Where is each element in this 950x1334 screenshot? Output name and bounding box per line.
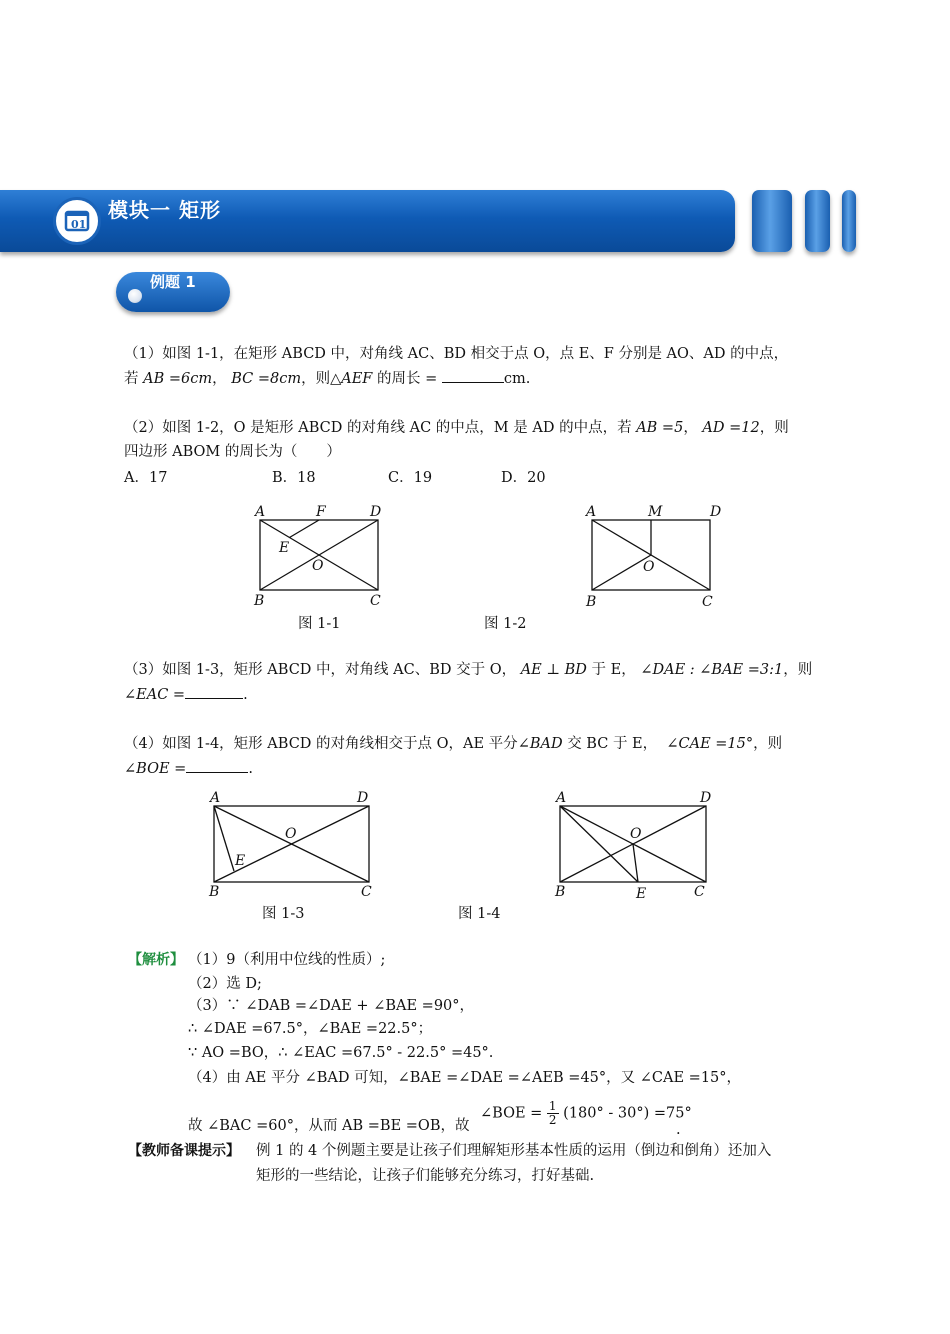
example-label: 例题 1 — [150, 273, 196, 291]
option-b: B．18 — [272, 470, 316, 486]
problem-3-line-2: ∠EAC = . — [124, 684, 248, 705]
label-o: O — [312, 558, 324, 574]
boe-label: ∠BOE = — [480, 1105, 543, 1122]
p3-at: 于 E， — [586, 662, 636, 678]
p4-text: （4）如图 1-4，矩形 ABCD 的对角线相交于点 O，AE 平分 — [124, 736, 518, 752]
caption-1-2: 图 1-2 — [484, 616, 527, 632]
label-f: F — [316, 504, 326, 520]
label-d: D — [710, 504, 722, 520]
label-d: D — [370, 504, 382, 520]
label-o: O — [630, 826, 642, 842]
p4-bad: ∠BAD — [517, 736, 563, 752]
label-m: M — [648, 504, 663, 520]
label-a: A — [210, 790, 221, 806]
solution-4a: （4）由 AE 平分 ∠BAD 可知，∠BAE =∠DAE =∠AEB =45°，又 ∠CAE =15°， — [188, 1070, 742, 1086]
problem-1-line-1: （1）如图 1-1，在矩形 ABCD 中，对角线 AC、BD 相交于点 O，点 E、F 分别是 AO、AD 的中点， — [124, 346, 789, 362]
decor-bar-2 — [805, 190, 830, 252]
fraction-half — [547, 1100, 559, 1127]
p4-cae: ∠CAE =15° — [666, 736, 754, 752]
label-o: O — [285, 826, 297, 842]
label-a: A — [586, 504, 597, 520]
teacher-line-1: 例 1 的 4 个例题主要是让孩子们理解矩形基本性质的运用（倒边和倒角）还加入 — [256, 1143, 772, 1159]
p1-mid: ，则△ — [301, 371, 342, 387]
label-e: E — [235, 853, 246, 869]
answer-blank — [442, 368, 504, 383]
p2-then: ，则 — [759, 420, 789, 436]
decor-bar-1 — [752, 190, 792, 252]
figure-1-4 — [550, 788, 725, 903]
label-e: E — [636, 886, 647, 902]
solution-2: （2）选 D; — [188, 976, 262, 992]
p3-then: ，则 — [783, 662, 813, 678]
label-e: E — [279, 540, 290, 556]
segment-oe — [633, 844, 638, 882]
svg-text:01: 01 — [71, 218, 87, 231]
label-b: B — [586, 594, 597, 610]
segment-ae — [214, 806, 234, 871]
p1-aef: AEF — [341, 371, 373, 387]
p2-ab: AB =5 — [636, 420, 684, 436]
frac-den: 2 — [548, 1113, 557, 1127]
p4-cross: 交 BC 于 E， — [562, 736, 658, 752]
label-o: O — [643, 559, 655, 575]
problem-4-line-2: ∠BOE = . — [124, 758, 253, 779]
p1-ab: AB =6cm — [143, 371, 213, 387]
label-c: C — [694, 884, 705, 900]
decor-bar-3 — [842, 190, 856, 252]
p2-text: （2）如图 1-2，O 是矩形 ABCD 的对角线 AC 的中点，M 是 AD 的中点，若 — [124, 420, 632, 436]
solution-3c: ∵ AO =BO，∴ ∠EAC =67.5° - 22.5° =45°. — [188, 1045, 494, 1061]
option-d: D．20 — [501, 470, 546, 486]
label-c: C — [702, 594, 713, 610]
p1-bc: BC =8cm — [231, 371, 302, 387]
answer-blank — [186, 758, 248, 773]
solution-1: （1）9（利用中位线的性质）; — [188, 952, 386, 968]
label-d: D — [700, 790, 712, 806]
solution-tag: 【解析】 — [128, 952, 184, 968]
p4-boe: ∠BOE = — [124, 761, 187, 777]
problem-4-line-1 — [124, 734, 782, 754]
solution-3a: （3）∵ ∠DAB =∠DAE + ∠BAE =90°， — [188, 998, 475, 1014]
problem-3-line-1 — [124, 660, 812, 680]
segment-ae — [560, 806, 638, 882]
document-icon — [53, 197, 101, 245]
figure-1-1 — [248, 500, 398, 610]
label-c: C — [370, 593, 381, 609]
p3-eac: ∠EAC = — [124, 687, 186, 703]
teacher-tag: 【教师备课提示】 — [128, 1143, 240, 1159]
p4-then: ，则 — [753, 736, 783, 752]
boe-calc: (180° - 30°) =75° — [563, 1105, 692, 1122]
module-title: 模块一 矩形 — [108, 198, 221, 222]
p1-unit: cm. — [503, 371, 531, 387]
solution-4b-end: . — [676, 1122, 681, 1138]
label-a: A — [255, 504, 266, 520]
solution-4b-prefix: 故 ∠BAC =60°，从而 AB =BE =OB，故 — [188, 1118, 470, 1134]
p2-ad: AD =12 — [702, 420, 760, 436]
caption-1-3: 图 1-3 — [262, 906, 305, 922]
bullet-icon — [128, 289, 142, 303]
label-c: C — [361, 884, 372, 900]
problem-2-line-1: （2）如图 1-2，O 是矩形 ABCD 的对角线 AC 的中点，M 是 AD 的中点，若 AB =5， AD =12，则 — [124, 420, 789, 436]
caption-1-1: 图 1-1 — [298, 616, 341, 632]
p1-perimeter: 的周长 = — [372, 371, 442, 387]
answer-blank — [185, 684, 243, 699]
figure-1-3 — [202, 788, 387, 903]
teacher-line-2: 矩形的一些结论，让孩子们能够充分练习，打好基础. — [256, 1168, 595, 1184]
problem-2-line-2: 四边形 ABOM 的周长为（ ） — [124, 444, 341, 460]
frac-num: 1 — [548, 1099, 557, 1113]
label-d: D — [357, 790, 369, 806]
p3-text: （3）如图 1-3，矩形 ABCD 中，对角线 AC、BD 交于 O， — [124, 662, 517, 678]
label-b: B — [254, 593, 265, 609]
document-icon-graphic — [56, 200, 98, 242]
caption-1-4: 图 1-4 — [458, 906, 501, 922]
label-b: B — [209, 884, 220, 900]
p3-perp: AE ⊥ BD — [520, 662, 587, 678]
figure-1-2 — [578, 500, 728, 610]
label-a: A — [556, 790, 567, 806]
option-a: A．17 — [124, 470, 168, 486]
p1-prefix: 若 — [124, 371, 144, 387]
segment-ef — [290, 520, 320, 538]
option-c: C．19 — [388, 470, 433, 486]
solution-4b-formula — [480, 1100, 692, 1127]
label-b: B — [555, 884, 566, 900]
solution-3b: ∴ ∠DAE =67.5°，∠BAE =22.5°； — [188, 1021, 433, 1037]
problem-1-line-2: 若 AB =6cm， BC =8cm，则△AEF 的周长 = cm. — [124, 368, 530, 389]
p3-ratio: ∠DAE : ∠BAE =3:1 — [640, 662, 784, 678]
